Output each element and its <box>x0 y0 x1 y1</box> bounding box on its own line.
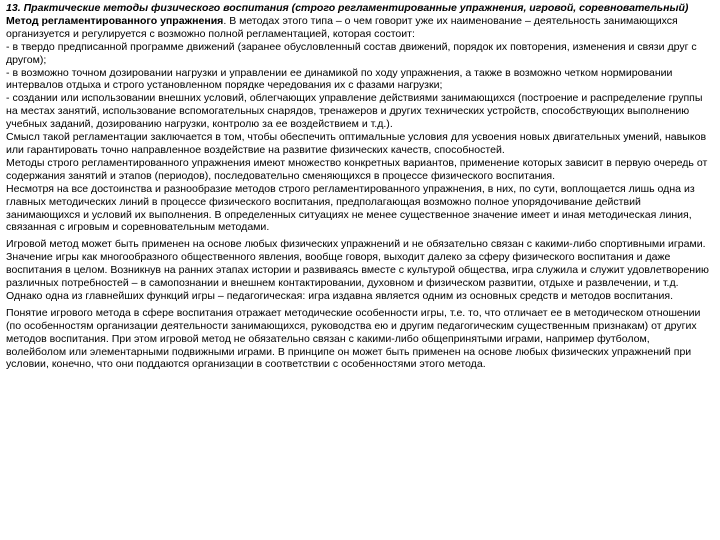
paragraph-methodical-lines: Несмотря на все достоинства и разнообразие методов строго регламентированного упражнения, в них, по сути, воплощается лишь одна из главных методических линий в процессе физического воспитания, предполагающая возможно полное упорядочивание действий занимающихся и условий их выполнения. В определенных ситуациях не менее существенное значение имеет и иная методическая линия, связанная с игровым и соревновательным методами. <box>6 182 695 234</box>
section1-intro-paragraph <box>6 15 712 41</box>
document-page <box>6 2 712 371</box>
paragraph-regulation-meaning: Смысл такой регламентации заключается в том, чтобы обеспечить оптимальные условия для усвоения новых двигательных умений, навыков или гарантировать точно направленное воздействие на развитие физических качеств, способностей. <box>6 131 707 156</box>
paragraph-game-method: Игровой метод может быть применен на основе любых физических упражнений и не обязательно связан с какими-либо спортивными играми. Значение игры как многообразного общественного явления, вообще говоря, выходит далеко за сферу физического воспитания и даже воспитания в целом. Возникнув на ранних этапах истории и развиваясь вместе с культурой общества, игра служила и служит удовлетворению различных потребностей – в самопознании и внешнем контактировании, духовном и физическом развитии, отдыхе и развлечении, и т.д. Однако одна из главнейших функций игры – педагогическая: игра издавна является одним из основных средств и методов воспитания. <box>6 238 709 302</box>
section1-heading: Метод регламентированного упражнения <box>6 14 224 27</box>
section1-intro: . В методах этого типа – о чем говорит уже их наименование – деятельность занимающихся организуется и регулируется с возможно полной регламентацией, которая состоит: <box>6 14 678 40</box>
paragraph-method-variants: Методы строго регламентированного упражнения имеют множество конкретных вариантов, применение которых зависит в первую очередь от содержания занятий и этапов (периодов), последовательно сменяющихся в процессе физического воспитания. <box>6 156 708 182</box>
list-item: - в возможно точном дозировании нагрузки и управлении ее динамикой по ходу упражнения, а также в возможно четком нормировании интервалов отдыха и строго установленном порядке чередования их с фазами нагрузки; <box>6 66 673 92</box>
document-title: 13. Практические методы физического воспитания (строго регламентированные упражнения, игровой, соревновательный) <box>6 2 689 14</box>
list-item: - в твердо предписанной программе движений (заранее обусловленный состав движений, порядок их повторения, изменения и связи друг с другом); <box>6 40 697 66</box>
list-item: - создании или использовании внешних условий, облегчающих управление действиями занимающихся (построение и распределение группы на местах занятий, использование вспомогательных снарядов, тренажеров и других технических устройств, способствующих выполнению учебных заданий, дозированию нагрузки, контролю за ее воздействием и т.д.). <box>6 92 703 131</box>
paragraph-game-method-concept: Понятие игрового метода в сфере воспитания отражает методические особенности игры, т.е. то, что отличает ее в методическом отношении (по особенностям организации деятельности занимающихся, руководства ею и другим педагогическим существенным признакам) от других методов воспитания. При этом игровой метод не обязательно связан с какими-либо общепринятыми играми, например футболом, волейболом или элементарными подвижными играми. В принципе он может быть применен на основе любых физических упражнений при условии, конечно, что они поддаются организации в соответствии с особенностями этого метода. <box>6 306 701 371</box>
